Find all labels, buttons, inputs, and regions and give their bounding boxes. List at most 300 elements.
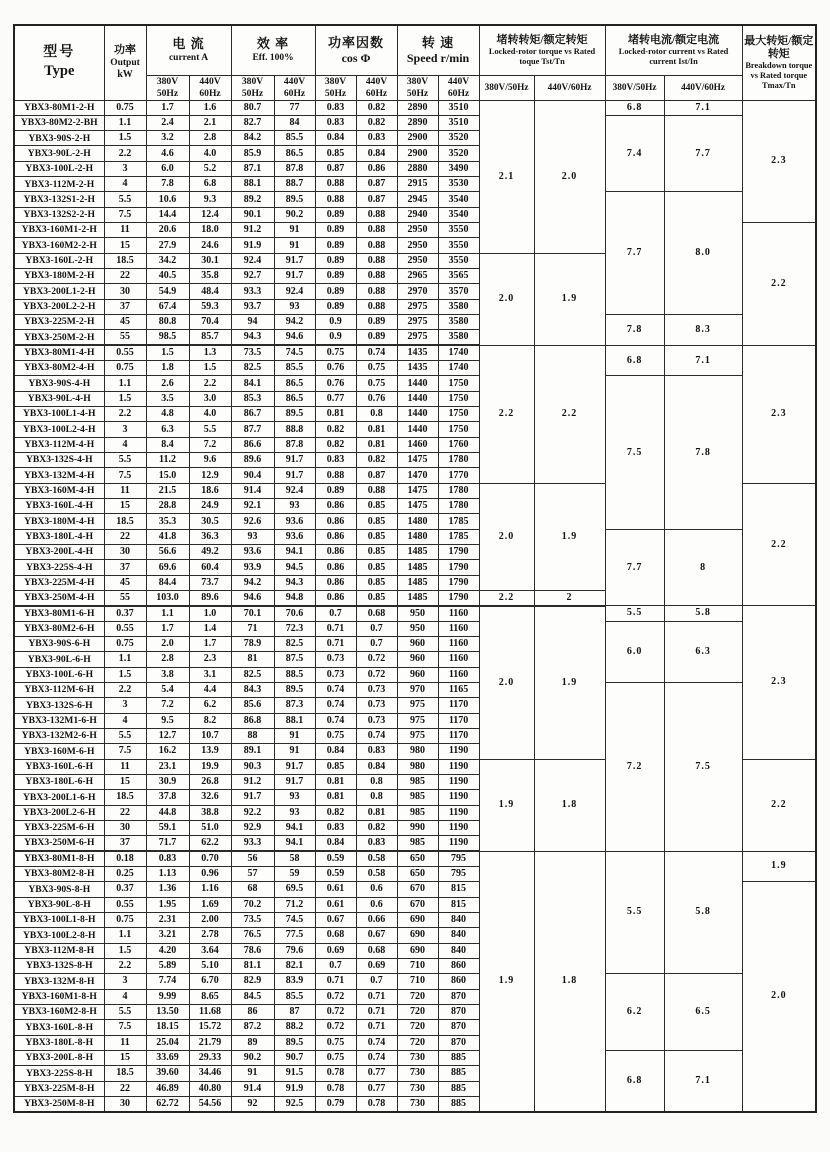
current-380v-cell: 69.6 — [146, 560, 189, 575]
current-380v-cell: 4.6 — [146, 146, 189, 161]
header-cos-en: cos Φ — [341, 51, 371, 66]
speed-380v-cell: 1440 — [397, 391, 438, 406]
output-kw-cell: 22 — [104, 269, 146, 284]
speed-440v-cell: 1190 — [438, 744, 479, 759]
header-tmax-zh: 最大转矩/额定转矩 — [744, 35, 814, 61]
ist-380v-cell: 7.4 — [605, 115, 664, 192]
eff-440v-cell: 90.2 — [274, 207, 315, 222]
cos-440v-cell: 0.73 — [356, 682, 397, 697]
eff-380v-cell: 70.1 — [231, 606, 274, 621]
current-440v-cell: 89.6 — [189, 591, 231, 606]
speed-440v-cell: 840 — [438, 943, 479, 958]
cos-380v-cell: 0.71 — [315, 636, 356, 651]
current-380v-cell: 1.36 — [146, 882, 189, 897]
eff-440v-cell: 93.6 — [274, 529, 315, 544]
type-cell: YBX3-180L-6-H — [14, 774, 104, 789]
cos-380v-cell: 0.86 — [315, 545, 356, 560]
cos-440v-cell: 0.87 — [356, 468, 397, 483]
type-cell: YBX3-225S-8-H — [14, 1066, 104, 1081]
spec-row — [14, 529, 816, 544]
current-380v-cell: 15.0 — [146, 468, 189, 483]
eff-380v-cell: 71 — [231, 621, 274, 636]
speed-380v-cell: 975 — [397, 698, 438, 713]
speed-380v-cell: 975 — [397, 728, 438, 743]
eff-380v-cell: 86.7 — [231, 407, 274, 422]
cos-380v-cell: 0.81 — [315, 774, 356, 789]
cos-440v-cell: 0.78 — [356, 1096, 397, 1111]
eff-380v-cell: 93 — [231, 529, 274, 544]
eff-380v-cell: 93.6 — [231, 545, 274, 560]
eff-440v-cell: 86.5 — [274, 391, 315, 406]
ist-440v-cell: 8.3 — [664, 315, 742, 346]
output-kw-cell: 55 — [104, 591, 146, 606]
cos-380v-cell: 0.89 — [315, 299, 356, 314]
type-cell: YBX3-132S2-2-H — [14, 207, 104, 222]
current-380v-cell: 30.9 — [146, 774, 189, 789]
sub-speed-380v: 380V 50Hz — [397, 75, 438, 100]
output-kw-cell: 1.1 — [104, 652, 146, 667]
type-cell: YBX3-90S-6-H — [14, 636, 104, 651]
current-440v-cell: 29.33 — [189, 1050, 231, 1065]
type-cell: YBX3-112M-2-H — [14, 177, 104, 192]
eff-380v-cell: 86.6 — [231, 437, 274, 452]
sub-current-380v: 380V 50Hz — [146, 75, 189, 100]
eff-440v-cell: 91.7 — [274, 253, 315, 268]
speed-440v-cell: 1190 — [438, 836, 479, 851]
current-380v-cell: 11.2 — [146, 453, 189, 468]
speed-440v-cell: 1160 — [438, 621, 479, 636]
eff-440v-cell: 89.5 — [274, 192, 315, 207]
eff-380v-cell: 90.2 — [231, 1050, 274, 1065]
speed-380v-cell: 1460 — [397, 437, 438, 452]
header-efficiency — [231, 25, 315, 75]
eff-440v-cell: 89.5 — [274, 682, 315, 697]
output-kw-cell: 0.75 — [104, 361, 146, 376]
cos-380v-cell: 0.86 — [315, 591, 356, 606]
speed-440v-cell: 815 — [438, 882, 479, 897]
output-kw-cell: 7.5 — [104, 744, 146, 759]
ist-440v-cell: 7.8 — [664, 376, 742, 529]
cos-380v-cell: 0.89 — [315, 269, 356, 284]
cos-380v-cell: 0.88 — [315, 468, 356, 483]
tst-440v-cell: 2.0 — [534, 100, 605, 253]
cos-440v-cell: 0.88 — [356, 253, 397, 268]
sub-cos-380v: 380V 50Hz — [315, 75, 356, 100]
eff-440v-cell: 72.3 — [274, 621, 315, 636]
eff-380v-cell: 78.9 — [231, 636, 274, 651]
header-current — [146, 25, 231, 75]
current-380v-cell: 56.6 — [146, 545, 189, 560]
cos-440v-cell: 0.7 — [356, 636, 397, 651]
tst-440v-cell: 1.9 — [534, 253, 605, 345]
current-380v-cell: 20.6 — [146, 223, 189, 238]
current-440v-cell: 40.80 — [189, 1081, 231, 1096]
eff-380v-cell: 92.6 — [231, 514, 274, 529]
cos-380v-cell: 0.83 — [315, 100, 356, 115]
speed-440v-cell: 1790 — [438, 545, 479, 560]
cos-380v-cell: 0.61 — [315, 897, 356, 912]
ist-380v-cell: 6.2 — [605, 974, 664, 1051]
cos-440v-cell: 0.74 — [356, 728, 397, 743]
cos-380v-cell: 0.76 — [315, 376, 356, 391]
eff-440v-cell: 88.7 — [274, 177, 315, 192]
speed-440v-cell: 870 — [438, 989, 479, 1004]
sub-cos-440v: 440V 60Hz — [356, 75, 397, 100]
cos-440v-cell: 0.77 — [356, 1066, 397, 1081]
output-kw-cell: 4 — [104, 713, 146, 728]
tst-380v-cell: 2.0 — [479, 253, 534, 345]
type-cell: YBX3-225M-4-H — [14, 575, 104, 590]
eff-380v-cell: 85.9 — [231, 146, 274, 161]
speed-380v-cell: 985 — [397, 790, 438, 805]
cos-440v-cell: 0.85 — [356, 514, 397, 529]
type-cell: YBX3-80M2-4-H — [14, 361, 104, 376]
cos-380v-cell: 0.85 — [315, 759, 356, 774]
eff-440v-cell: 91 — [274, 223, 315, 238]
current-380v-cell: 1.1 — [146, 606, 189, 621]
sub-eff-380v: 380V 50Hz — [231, 75, 274, 100]
cos-380v-cell: 0.75 — [315, 1050, 356, 1065]
cos-440v-cell: 0.68 — [356, 943, 397, 958]
tst-440v-cell: 1.8 — [534, 851, 605, 1112]
eff-380v-cell: 91 — [231, 1066, 274, 1081]
cos-440v-cell: 0.83 — [356, 744, 397, 759]
speed-380v-cell: 1435 — [397, 345, 438, 360]
eff-440v-cell: 88.1 — [274, 713, 315, 728]
spec-row — [14, 606, 816, 621]
speed-440v-cell: 1160 — [438, 667, 479, 682]
tst-380v-cell: 2.0 — [479, 483, 534, 590]
spec-row — [14, 315, 816, 330]
ist-440v-cell: 7.5 — [664, 682, 742, 851]
eff-440v-cell: 59 — [274, 866, 315, 881]
current-440v-cell: 4.0 — [189, 146, 231, 161]
speed-440v-cell: 1785 — [438, 529, 479, 544]
speed-380v-cell: 980 — [397, 759, 438, 774]
cos-440v-cell: 0.75 — [356, 361, 397, 376]
output-kw-cell: 4 — [104, 437, 146, 452]
current-380v-cell: 0.83 — [146, 851, 189, 866]
type-cell: YBX3-132S-6-H — [14, 698, 104, 713]
cos-380v-cell: 0.79 — [315, 1096, 356, 1111]
eff-440v-cell: 94.2 — [274, 315, 315, 330]
current-380v-cell: 7.2 — [146, 698, 189, 713]
eff-440v-cell: 94.1 — [274, 820, 315, 835]
speed-380v-cell: 1480 — [397, 514, 438, 529]
header-speed-zh: 转 速 — [421, 34, 455, 50]
current-440v-cell: 30.5 — [189, 514, 231, 529]
output-kw-cell: 5.5 — [104, 192, 146, 207]
tmax-cell: 2.3 — [742, 100, 816, 223]
type-cell: YBX3-160M-6-H — [14, 744, 104, 759]
type-cell: YBX3-225M-8-H — [14, 1081, 104, 1096]
output-kw-cell: 5.5 — [104, 453, 146, 468]
header-output-unit: kW — [117, 69, 133, 81]
eff-380v-cell: 89.1 — [231, 744, 274, 759]
type-cell: YBX3-225M-2-H — [14, 315, 104, 330]
eff-440v-cell: 94.1 — [274, 836, 315, 851]
eff-380v-cell: 92.7 — [231, 269, 274, 284]
type-cell: YBX3-160M2-8-H — [14, 1004, 104, 1019]
output-kw-cell: 0.55 — [104, 897, 146, 912]
speed-440v-cell: 3520 — [438, 146, 479, 161]
speed-440v-cell: 3550 — [438, 238, 479, 253]
type-cell: YBX3-250M-2-H — [14, 330, 104, 345]
current-440v-cell: 24.9 — [189, 499, 231, 514]
speed-440v-cell: 1780 — [438, 453, 479, 468]
cos-380v-cell: 0.75 — [315, 1035, 356, 1050]
current-440v-cell: 8.65 — [189, 989, 231, 1004]
speed-440v-cell: 795 — [438, 851, 479, 866]
cos-440v-cell: 0.71 — [356, 989, 397, 1004]
speed-440v-cell: 1165 — [438, 682, 479, 697]
ist-440v-cell: 8 — [664, 529, 742, 606]
eff-440v-cell: 91.7 — [274, 453, 315, 468]
speed-380v-cell: 690 — [397, 928, 438, 943]
current-440v-cell: 2.00 — [189, 912, 231, 927]
output-kw-cell: 0.75 — [104, 100, 146, 115]
speed-440v-cell: 3490 — [438, 161, 479, 176]
current-440v-cell: 62.2 — [189, 836, 231, 851]
eff-440v-cell: 94.3 — [274, 575, 315, 590]
speed-440v-cell: 3570 — [438, 284, 479, 299]
header-locked-rotor-torque — [479, 25, 605, 75]
cos-380v-cell: 0.89 — [315, 238, 356, 253]
cos-440v-cell: 0.73 — [356, 698, 397, 713]
type-cell: YBX3-90L-4-H — [14, 391, 104, 406]
cos-440v-cell: 0.88 — [356, 207, 397, 222]
speed-380v-cell: 2890 — [397, 115, 438, 130]
tst-380v-cell: 2.1 — [479, 100, 534, 253]
speed-440v-cell: 815 — [438, 897, 479, 912]
output-kw-cell: 4 — [104, 989, 146, 1004]
type-cell: YBX3-100L-6-H — [14, 667, 104, 682]
cos-380v-cell: 0.83 — [315, 820, 356, 835]
eff-440v-cell: 88.2 — [274, 1020, 315, 1035]
tmax-cell: 2.2 — [742, 483, 816, 606]
spec-row — [14, 376, 816, 391]
ist-380v-cell: 6.8 — [605, 1050, 664, 1111]
current-380v-cell: 40.5 — [146, 269, 189, 284]
speed-440v-cell: 3540 — [438, 192, 479, 207]
current-440v-cell: 2.78 — [189, 928, 231, 943]
eff-380v-cell: 87.7 — [231, 422, 274, 437]
speed-380v-cell: 720 — [397, 1004, 438, 1019]
output-kw-cell: 2.2 — [104, 958, 146, 973]
cos-380v-cell: 0.9 — [315, 315, 356, 330]
speed-440v-cell: 870 — [438, 1004, 479, 1019]
eff-380v-cell: 56 — [231, 851, 274, 866]
eff-380v-cell: 70.2 — [231, 897, 274, 912]
cos-380v-cell: 0.59 — [315, 851, 356, 866]
type-cell: YBX3-80M2-6-H — [14, 621, 104, 636]
output-kw-cell: 15 — [104, 774, 146, 789]
output-kw-cell: 11 — [104, 223, 146, 238]
cos-380v-cell: 0.81 — [315, 407, 356, 422]
eff-380v-cell: 82.9 — [231, 974, 274, 989]
cos-440v-cell: 0.66 — [356, 912, 397, 927]
current-380v-cell: 39.60 — [146, 1066, 189, 1081]
speed-440v-cell: 870 — [438, 1035, 479, 1050]
current-380v-cell: 84.4 — [146, 575, 189, 590]
type-cell: YBX3-90S-8-H — [14, 882, 104, 897]
cos-380v-cell: 0.89 — [315, 253, 356, 268]
cos-380v-cell: 0.7 — [315, 606, 356, 621]
current-440v-cell: 3.1 — [189, 667, 231, 682]
cos-440v-cell: 0.6 — [356, 882, 397, 897]
cos-440v-cell: 0.77 — [356, 1081, 397, 1096]
speed-440v-cell: 860 — [438, 974, 479, 989]
cos-380v-cell: 0.59 — [315, 866, 356, 881]
speed-380v-cell: 2950 — [397, 223, 438, 238]
eff-380v-cell: 91.4 — [231, 1081, 274, 1096]
current-440v-cell: 19.9 — [189, 759, 231, 774]
ist-380v-cell: 6.8 — [605, 100, 664, 115]
speed-440v-cell: 840 — [438, 928, 479, 943]
type-cell: YBX3-132M-4-H — [14, 468, 104, 483]
current-440v-cell: 38.8 — [189, 805, 231, 820]
speed-440v-cell: 3510 — [438, 100, 479, 115]
eff-380v-cell: 89.2 — [231, 192, 274, 207]
speed-440v-cell: 1785 — [438, 514, 479, 529]
speed-440v-cell: 1780 — [438, 499, 479, 514]
cos-380v-cell: 0.67 — [315, 912, 356, 927]
type-cell: YBX3-90L-6-H — [14, 652, 104, 667]
output-kw-cell: 7.5 — [104, 207, 146, 222]
spec-row — [14, 621, 816, 636]
current-380v-cell: 4.20 — [146, 943, 189, 958]
speed-440v-cell: 3580 — [438, 299, 479, 314]
sub-tst-380v: 380V/50Hz — [479, 75, 534, 100]
cos-440v-cell: 0.86 — [356, 161, 397, 176]
output-kw-cell: 37 — [104, 836, 146, 851]
type-cell: YBX3-160L-4-H — [14, 499, 104, 514]
speed-440v-cell: 3580 — [438, 315, 479, 330]
cos-380v-cell: 0.75 — [315, 728, 356, 743]
current-380v-cell: 3.5 — [146, 391, 189, 406]
cos-380v-cell: 0.84 — [315, 744, 356, 759]
current-440v-cell: 0.70 — [189, 851, 231, 866]
cos-440v-cell: 0.58 — [356, 866, 397, 881]
output-kw-cell: 0.55 — [104, 621, 146, 636]
output-kw-cell: 0.18 — [104, 851, 146, 866]
eff-380v-cell: 94 — [231, 315, 274, 330]
current-440v-cell: 6.8 — [189, 177, 231, 192]
tmax-cell: 2.3 — [742, 606, 816, 759]
speed-380v-cell: 1485 — [397, 591, 438, 606]
ist-440v-cell: 5.8 — [664, 851, 742, 974]
type-cell: YBX3-100L1-8-H — [14, 912, 104, 927]
header-eff-zh: 效 率 — [256, 36, 290, 52]
cos-440v-cell: 0.7 — [356, 621, 397, 636]
cos-380v-cell: 0.89 — [315, 207, 356, 222]
current-380v-cell: 5.89 — [146, 958, 189, 973]
speed-380v-cell: 970 — [397, 682, 438, 697]
output-kw-cell: 1.1 — [104, 376, 146, 391]
output-kw-cell: 4 — [104, 177, 146, 192]
output-kw-cell: 0.75 — [104, 912, 146, 927]
ist-380v-cell: 7.5 — [605, 376, 664, 529]
current-440v-cell: 26.8 — [189, 774, 231, 789]
header-output-zh: 功率 — [114, 44, 136, 57]
speed-440v-cell: 885 — [438, 1066, 479, 1081]
ist-440v-cell: 7.7 — [664, 115, 742, 192]
eff-380v-cell: 88 — [231, 728, 274, 743]
current-440v-cell: 73.7 — [189, 575, 231, 590]
cos-440v-cell: 0.87 — [356, 177, 397, 192]
type-cell: YBX3-100L2-8-H — [14, 928, 104, 943]
cos-440v-cell: 0.81 — [356, 422, 397, 437]
output-kw-cell: 30 — [104, 545, 146, 560]
cos-440v-cell: 0.83 — [356, 131, 397, 146]
cos-380v-cell: 0.61 — [315, 882, 356, 897]
speed-380v-cell: 985 — [397, 805, 438, 820]
eff-440v-cell: 85.5 — [274, 989, 315, 1004]
type-cell: YBX3-132S-4-H — [14, 453, 104, 468]
eff-380v-cell: 80.7 — [231, 100, 274, 115]
cos-380v-cell: 0.88 — [315, 177, 356, 192]
tst-380v-cell: 2.2 — [479, 345, 534, 483]
type-cell: YBX3-132M2-6-H — [14, 728, 104, 743]
current-380v-cell: 33.69 — [146, 1050, 189, 1065]
cos-440v-cell: 0.85 — [356, 560, 397, 575]
current-440v-cell: 18.0 — [189, 223, 231, 238]
eff-380v-cell: 92.1 — [231, 499, 274, 514]
output-kw-cell: 18.5 — [104, 514, 146, 529]
spec-row — [14, 974, 816, 989]
current-440v-cell: 2.2 — [189, 376, 231, 391]
tst-440v-cell: 2 — [534, 591, 605, 606]
speed-440v-cell: 3580 — [438, 330, 479, 345]
header-ist-zh: 堵转电流/额定电流 — [628, 34, 720, 46]
type-cell: YBX3-80M1-2-H — [14, 100, 104, 115]
speed-380v-cell: 960 — [397, 652, 438, 667]
eff-440v-cell: 82.1 — [274, 958, 315, 973]
cos-380v-cell: 0.72 — [315, 1020, 356, 1035]
cos-380v-cell: 0.76 — [315, 361, 356, 376]
current-380v-cell: 98.5 — [146, 330, 189, 345]
current-440v-cell: 1.4 — [189, 621, 231, 636]
current-380v-cell: 1.8 — [146, 361, 189, 376]
cos-440v-cell: 0.74 — [356, 345, 397, 360]
speed-440v-cell: 3550 — [438, 253, 479, 268]
header-ist-en: Locked-rotor current vs Rated current Ist/In — [618, 47, 729, 66]
header-tst-en: Locked-rotor torque vs Rated toque Tst/Tn — [488, 47, 596, 66]
output-kw-cell: 15 — [104, 238, 146, 253]
header-row-groups — [14, 25, 816, 75]
cos-380v-cell: 0.72 — [315, 989, 356, 1004]
cos-440v-cell: 0.81 — [356, 437, 397, 452]
eff-380v-cell: 92.4 — [231, 253, 274, 268]
speed-440v-cell: 1780 — [438, 483, 479, 498]
cos-440v-cell: 0.84 — [356, 146, 397, 161]
output-kw-cell: 0.75 — [104, 636, 146, 651]
type-cell: YBX3-225S-4-H — [14, 560, 104, 575]
eff-380v-cell: 89 — [231, 1035, 274, 1050]
cos-380v-cell: 0.86 — [315, 514, 356, 529]
header-type — [14, 25, 104, 100]
type-cell: YBX3-80M1-6-H — [14, 606, 104, 621]
speed-440v-cell: 3530 — [438, 177, 479, 192]
tmax-cell: 2.3 — [742, 345, 816, 483]
tst-380v-cell: 2.2 — [479, 591, 534, 606]
ist-440v-cell: 5.8 — [664, 606, 742, 621]
speed-440v-cell: 3565 — [438, 269, 479, 284]
speed-440v-cell: 1790 — [438, 560, 479, 575]
cos-440v-cell: 0.67 — [356, 928, 397, 943]
header-locked-rotor-current — [605, 25, 742, 75]
cos-380v-cell: 0.85 — [315, 146, 356, 161]
